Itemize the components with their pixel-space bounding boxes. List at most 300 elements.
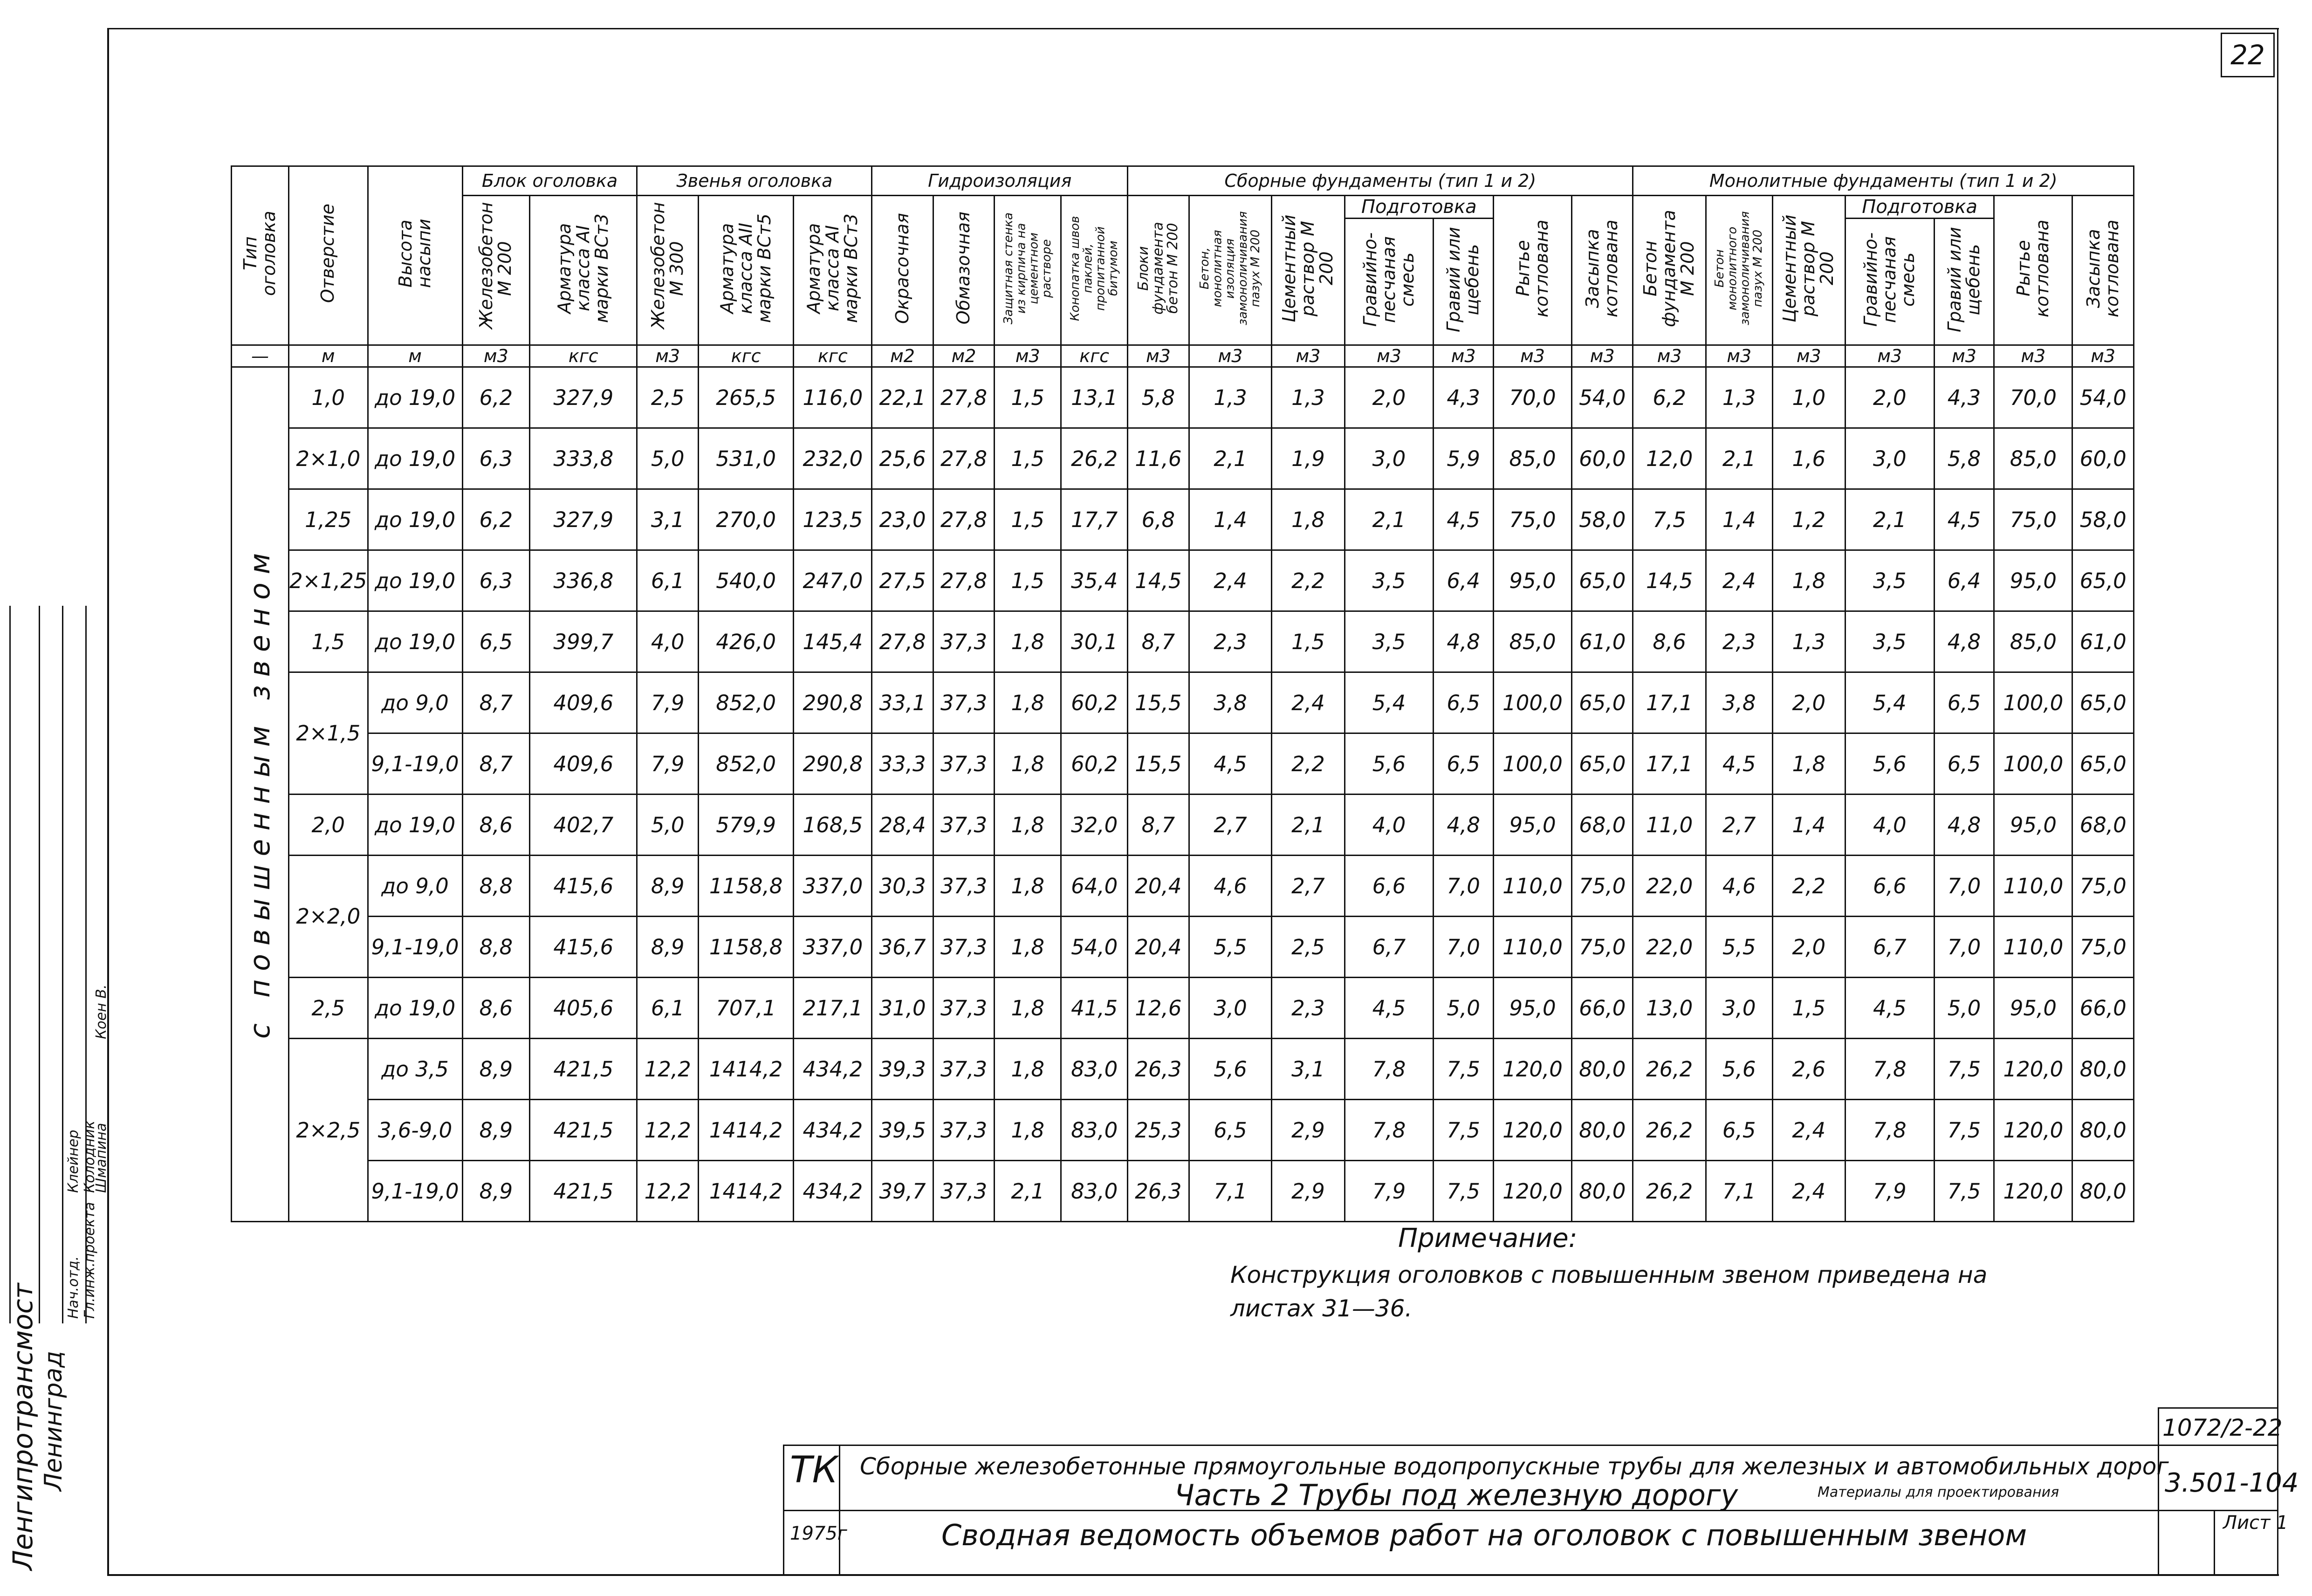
- value-cell: 120,0: [1994, 1039, 2072, 1100]
- table-body: [232, 367, 2134, 1222]
- value-cell: 7,5: [1934, 1161, 1994, 1222]
- value-cell: 3,0: [1845, 428, 1934, 489]
- value-cell: 4,8: [1934, 795, 1994, 856]
- header-c21: Гравий или щебень: [1934, 219, 1994, 345]
- value-cell: 4,6: [1706, 856, 1772, 917]
- value-cell: 22,0: [1633, 856, 1706, 917]
- value-cell: 31,0: [872, 978, 933, 1039]
- value-cell: 7,0: [1434, 917, 1494, 978]
- value-cell: 28,4: [872, 795, 933, 856]
- height-cell: до 9,0: [368, 672, 462, 733]
- type-cell: с повышенным звеном: [232, 367, 289, 1222]
- value-cell: 26,3: [1128, 1161, 1189, 1222]
- value-cell: 27,8: [933, 489, 994, 550]
- value-cell: 540,0: [698, 550, 793, 611]
- value-cell: 1,4: [1772, 795, 1845, 856]
- value-cell: 95,0: [1994, 978, 2072, 1039]
- note-title: Примечание:: [1398, 1223, 1578, 1254]
- value-cell: 85,0: [1494, 611, 1572, 672]
- value-cell: 327,9: [530, 489, 637, 550]
- value-cell: 6,3: [462, 550, 530, 611]
- value-cell: 80,0: [2072, 1100, 2134, 1161]
- value-cell: 1,8: [995, 917, 1061, 978]
- value-cell: 36,7: [872, 917, 933, 978]
- value-cell: 5,0: [1934, 978, 1994, 1039]
- stamp-name-1: Клейнер: [65, 1130, 82, 1193]
- value-cell: 7,9: [1845, 1161, 1934, 1222]
- value-cell: 4,0: [1845, 795, 1934, 856]
- value-cell: 145,4: [794, 611, 872, 672]
- value-cell: 399,7: [530, 611, 637, 672]
- value-cell: 5,6: [1189, 1039, 1272, 1100]
- value-cell: 4,8: [1434, 611, 1494, 672]
- header-c14: Гравий или щебень: [1434, 219, 1494, 345]
- height-cell: до 19,0: [368, 795, 462, 856]
- value-cell: 12,2: [637, 1161, 698, 1222]
- opening-cell: 2,0: [289, 795, 368, 856]
- value-cell: 6,8: [1128, 489, 1189, 550]
- value-cell: 421,5: [530, 1161, 637, 1222]
- value-cell: 80,0: [2072, 1039, 2134, 1100]
- year: 1975г: [790, 1523, 847, 1544]
- value-cell: 2,0: [1845, 367, 1934, 428]
- value-cell: 60,0: [1571, 428, 1633, 489]
- stamp-name-3: Шмапина: [93, 1123, 110, 1193]
- value-cell: 1,8: [995, 856, 1061, 917]
- value-cell: 83,0: [1061, 1039, 1128, 1100]
- value-cell: 1,5: [1772, 978, 1845, 1039]
- value-cell: 83,0: [1061, 1100, 1128, 1161]
- value-cell: 27,8: [933, 367, 994, 428]
- value-cell: 1,8: [995, 1100, 1061, 1161]
- value-cell: 6,5: [1706, 1100, 1772, 1161]
- drawing-title: Сводная ведомость объемов работ на оголовок с повышенным звеном: [941, 1518, 2027, 1552]
- value-cell: 1158,8: [698, 917, 793, 978]
- group-links: Звенья оголовка: [637, 166, 872, 196]
- value-cell: 12,2: [637, 1100, 698, 1161]
- value-cell: 4,3: [1934, 367, 1994, 428]
- value-cell: 3,1: [637, 489, 698, 550]
- value-cell: 337,0: [794, 856, 872, 917]
- value-cell: 3,8: [1706, 672, 1772, 733]
- value-cell: 27,8: [872, 611, 933, 672]
- value-cell: 61,0: [2072, 611, 2134, 672]
- value-cell: 579,9: [698, 795, 793, 856]
- value-cell: 7,5: [1934, 1039, 1994, 1100]
- value-cell: 6,7: [1845, 917, 1934, 978]
- value-cell: 5,0: [637, 428, 698, 489]
- value-cell: 434,2: [794, 1100, 872, 1161]
- value-cell: 85,0: [1494, 428, 1572, 489]
- value-cell: 6,5: [1934, 672, 1994, 733]
- value-cell: 3,5: [1845, 611, 1934, 672]
- value-cell: 1158,8: [698, 856, 793, 917]
- value-cell: 4,5: [1434, 489, 1494, 550]
- value-cell: 4,0: [637, 611, 698, 672]
- value-cell: 707,1: [698, 978, 793, 1039]
- value-cell: 120,0: [1994, 1100, 2072, 1161]
- value-cell: 12,6: [1128, 978, 1189, 1039]
- value-cell: 95,0: [1494, 978, 1572, 1039]
- value-cell: 2,0: [1772, 917, 1845, 978]
- height-cell: до 19,0: [368, 550, 462, 611]
- value-cell: 434,2: [794, 1039, 872, 1100]
- value-cell: 30,1: [1061, 611, 1128, 672]
- value-cell: 54,0: [1061, 917, 1128, 978]
- value-cell: 1,8: [995, 1039, 1061, 1100]
- header-height: Высота насыпи: [368, 166, 462, 345]
- value-cell: 60,0: [2072, 428, 2134, 489]
- height-cell: до 3,5: [368, 1039, 462, 1100]
- value-cell: 15,5: [1128, 672, 1189, 733]
- value-cell: 4,5: [1189, 733, 1272, 795]
- stamp-city: Ленинград: [40, 1350, 68, 1491]
- value-cell: 68,0: [2072, 795, 2134, 856]
- value-cell: 12,2: [637, 1039, 698, 1100]
- value-cell: 2,4: [1772, 1161, 1845, 1222]
- opening-cell: 2×2,0: [289, 856, 368, 978]
- value-cell: 7,1: [1706, 1161, 1772, 1222]
- sheet-number: 22: [2221, 33, 2275, 77]
- value-cell: 6,6: [1845, 856, 1934, 917]
- value-cell: 7,8: [1845, 1039, 1934, 1100]
- value-cell: 100,0: [1994, 672, 2072, 733]
- header-c7: Обмазочная: [933, 196, 994, 345]
- header-c1: Железобетон М 200: [462, 196, 530, 345]
- value-cell: 327,9: [530, 367, 637, 428]
- table-row: [232, 672, 2134, 733]
- value-cell: 7,5: [1434, 1100, 1494, 1161]
- value-cell: 26,2: [1633, 1100, 1706, 1161]
- value-cell: 8,9: [462, 1161, 530, 1222]
- value-cell: 66,0: [2072, 978, 2134, 1039]
- value-cell: 13,0: [1633, 978, 1706, 1039]
- value-cell: 1,3: [1189, 367, 1272, 428]
- value-cell: 37,3: [933, 1039, 994, 1100]
- value-cell: 37,3: [933, 672, 994, 733]
- value-cell: 3,0: [1189, 978, 1272, 1039]
- value-cell: 1,5: [1272, 611, 1345, 672]
- value-cell: 65,0: [1571, 550, 1633, 611]
- value-cell: 65,0: [2072, 550, 2134, 611]
- value-cell: 1,4: [1189, 489, 1272, 550]
- value-cell: 409,6: [530, 733, 637, 795]
- value-cell: 8,9: [637, 917, 698, 978]
- value-cell: 6,5: [1434, 672, 1494, 733]
- value-cell: 110,0: [1494, 917, 1572, 978]
- value-cell: 75,0: [2072, 917, 2134, 978]
- height-cell: 9,1-19,0: [368, 733, 462, 795]
- value-cell: 402,7: [530, 795, 637, 856]
- value-cell: 39,7: [872, 1161, 933, 1222]
- table-row: [232, 367, 2134, 428]
- stamp-name-4: Коен В.: [93, 984, 110, 1039]
- value-cell: 5,8: [1934, 428, 1994, 489]
- group-prefab-foundations: Сборные фундаменты (тип 1 и 2): [1128, 166, 1633, 196]
- table-row: [232, 428, 2134, 489]
- value-cell: 3,1: [1272, 1039, 1345, 1100]
- value-cell: 337,0: [794, 917, 872, 978]
- frame-right: [2277, 28, 2278, 1575]
- value-cell: 17,1: [1633, 733, 1706, 795]
- opening-cell: 2×2,5: [289, 1039, 368, 1222]
- value-cell: 8,8: [462, 856, 530, 917]
- value-cell: 8,6: [1633, 611, 1706, 672]
- height-cell: до 19,0: [368, 489, 462, 550]
- value-cell: 27,8: [933, 550, 994, 611]
- stamp-organization: Ленгипротрансмост: [7, 1283, 39, 1570]
- value-cell: 2,4: [1772, 1100, 1845, 1161]
- value-cell: 1,9: [1272, 428, 1345, 489]
- value-cell: 70,0: [1994, 367, 2072, 428]
- value-cell: 2,1: [1706, 428, 1772, 489]
- value-cell: 80,0: [2072, 1161, 2134, 1222]
- tk-label: ТК: [790, 1449, 838, 1491]
- value-cell: 1,2: [1772, 489, 1845, 550]
- value-cell: 3,0: [1345, 428, 1434, 489]
- frame-bottom: [107, 1574, 2279, 1576]
- value-cell: 4,5: [1706, 733, 1772, 795]
- value-cell: 54,0: [2072, 367, 2134, 428]
- value-cell: 265,5: [698, 367, 793, 428]
- group-monolithic-foundations: Монолитные фундаменты (тип 1 и 2): [1633, 166, 2134, 196]
- value-cell: 7,9: [637, 672, 698, 733]
- table-row: [232, 733, 2134, 795]
- value-cell: 2,4: [1706, 550, 1772, 611]
- header-c6: Окрасочная: [872, 196, 933, 345]
- value-cell: 75,0: [1571, 917, 1633, 978]
- subgroup-prep-2: Подготовка: [1845, 196, 1994, 219]
- value-cell: 6,7: [1345, 917, 1434, 978]
- height-cell: до 19,0: [368, 611, 462, 672]
- value-cell: 2,0: [1345, 367, 1434, 428]
- value-cell: 14,5: [1128, 550, 1189, 611]
- value-cell: 7,5: [1934, 1100, 1994, 1161]
- value-cell: 1,8: [995, 978, 1061, 1039]
- value-cell: 95,0: [1994, 550, 2072, 611]
- value-cell: 168,5: [794, 795, 872, 856]
- subgroup-prep-1: Подготовка: [1345, 196, 1493, 219]
- value-cell: 6,4: [1934, 550, 1994, 611]
- value-cell: 8,7: [1128, 795, 1189, 856]
- value-cell: 26,2: [1633, 1039, 1706, 1100]
- height-cell: до 19,0: [368, 428, 462, 489]
- value-cell: 8,8: [462, 917, 530, 978]
- value-cell: 65,0: [1571, 733, 1633, 795]
- value-cell: 95,0: [1494, 550, 1572, 611]
- value-cell: 23,0: [872, 489, 933, 550]
- value-cell: 6,1: [637, 978, 698, 1039]
- value-cell: 65,0: [1571, 672, 1633, 733]
- value-cell: 22,0: [1633, 917, 1706, 978]
- value-cell: 1,6: [1772, 428, 1845, 489]
- group-waterproofing: Гидроизоляция: [872, 166, 1128, 196]
- height-cell: 9,1-19,0: [368, 917, 462, 978]
- value-cell: 7,8: [1345, 1100, 1434, 1161]
- value-cell: 1,0: [1772, 367, 1845, 428]
- value-cell: 5,4: [1845, 672, 1934, 733]
- value-cell: 4,5: [1845, 978, 1934, 1039]
- opening-cell: 1,0: [289, 367, 368, 428]
- value-cell: 232,0: [794, 428, 872, 489]
- value-cell: 2,9: [1272, 1100, 1345, 1161]
- value-cell: 8,9: [462, 1039, 530, 1100]
- table-row: [232, 917, 2134, 978]
- value-cell: 26,2: [1633, 1161, 1706, 1222]
- value-cell: 1,3: [1772, 611, 1845, 672]
- value-cell: 7,0: [1934, 917, 1994, 978]
- value-cell: 6,6: [1345, 856, 1434, 917]
- value-cell: 61,0: [1571, 611, 1633, 672]
- height-cell: 3,6-9,0: [368, 1100, 462, 1161]
- header-c10: Блоки фундамента бетон М 200: [1128, 196, 1189, 345]
- value-cell: 1414,2: [698, 1100, 793, 1161]
- value-cell: 2,4: [1189, 550, 1272, 611]
- value-cell: 247,0: [794, 550, 872, 611]
- value-cell: 270,0: [698, 489, 793, 550]
- value-cell: 852,0: [698, 733, 793, 795]
- value-cell: 5,5: [1189, 917, 1272, 978]
- value-cell: 83,0: [1061, 1161, 1128, 1222]
- value-cell: 426,0: [698, 611, 793, 672]
- title-line-2: Часть 2 Трубы под железную дорогу: [1174, 1478, 1738, 1512]
- value-cell: 1,8: [1272, 489, 1345, 550]
- value-cell: 66,0: [1571, 978, 1633, 1039]
- value-cell: 1414,2: [698, 1161, 793, 1222]
- opening-cell: 1,5: [289, 611, 368, 672]
- value-cell: 2,2: [1272, 733, 1345, 795]
- header-c18: Бетон монолитного замоноличивания пазух М 200: [1706, 196, 1772, 345]
- opening-cell: 2,5: [289, 978, 368, 1039]
- value-cell: 27,8: [933, 428, 994, 489]
- value-cell: 39,3: [872, 1039, 933, 1100]
- value-cell: 2,0: [1772, 672, 1845, 733]
- value-cell: 95,0: [1994, 795, 2072, 856]
- header-c15: Рытье котлована: [1494, 196, 1572, 345]
- value-cell: 8,7: [1128, 611, 1189, 672]
- header-c22: Рытье котлована: [1994, 196, 2072, 345]
- value-cell: 6,3: [462, 428, 530, 489]
- value-cell: 8,7: [462, 672, 530, 733]
- value-cell: 2,2: [1272, 550, 1345, 611]
- value-cell: 27,5: [872, 550, 933, 611]
- value-cell: 3,5: [1845, 550, 1934, 611]
- value-cell: 37,3: [933, 795, 994, 856]
- value-cell: 120,0: [1494, 1100, 1572, 1161]
- value-cell: 100,0: [1994, 733, 2072, 795]
- value-cell: 58,0: [2072, 489, 2134, 550]
- series-code: 3.501-104: [2165, 1468, 2299, 1498]
- title-line-1: Сборные железобетонные прямоугольные водопропускные трубы для железных и автомобильных дорог: [860, 1453, 2169, 1480]
- title-line-2-small: Материалы для проектирования: [1818, 1484, 2059, 1500]
- value-cell: 37,3: [933, 917, 994, 978]
- value-cell: 8,9: [637, 856, 698, 917]
- height-cell: до 19,0: [368, 978, 462, 1039]
- group-block: Блок оголовка: [462, 166, 637, 196]
- value-cell: 14,5: [1633, 550, 1706, 611]
- value-cell: 85,0: [1994, 611, 2072, 672]
- value-cell: 2,1: [1345, 489, 1434, 550]
- opening-cell: 2×1,25: [289, 550, 368, 611]
- value-cell: 75,0: [1571, 856, 1633, 917]
- value-cell: 3,0: [1706, 978, 1772, 1039]
- value-cell: 7,9: [1345, 1161, 1434, 1222]
- table-row: [232, 856, 2134, 917]
- opening-cell: 1,25: [289, 489, 368, 550]
- value-cell: 5,5: [1706, 917, 1772, 978]
- value-cell: 5,6: [1345, 733, 1434, 795]
- header-c13: Гравийно-песчаная смесь: [1345, 219, 1434, 345]
- value-cell: 26,3: [1128, 1039, 1189, 1100]
- value-cell: 37,3: [933, 1161, 994, 1222]
- height-cell: до 9,0: [368, 856, 462, 917]
- table-row: [232, 611, 2134, 672]
- value-cell: 116,0: [794, 367, 872, 428]
- value-cell: 4,3: [1434, 367, 1494, 428]
- value-cell: 2,5: [637, 367, 698, 428]
- value-cell: 8,6: [462, 978, 530, 1039]
- value-cell: 1,8: [1772, 550, 1845, 611]
- value-cell: 22,1: [872, 367, 933, 428]
- opening-cell: 2×1,5: [289, 672, 368, 795]
- value-cell: 8,7: [462, 733, 530, 795]
- value-cell: 75,0: [1494, 489, 1572, 550]
- value-cell: 4,8: [1934, 611, 1994, 672]
- header-c4: Арматура класса AII марки ВСт5: [698, 196, 793, 345]
- works-summary-table: [231, 165, 2134, 1222]
- header-c3: Железобетон М 300: [637, 196, 698, 345]
- value-cell: 32,0: [1061, 795, 1128, 856]
- value-cell: 2,1: [1189, 428, 1272, 489]
- value-cell: 39,5: [872, 1100, 933, 1161]
- value-cell: 2,2: [1772, 856, 1845, 917]
- value-cell: 60,2: [1061, 672, 1128, 733]
- value-cell: 17,7: [1061, 489, 1128, 550]
- value-cell: 415,6: [530, 917, 637, 978]
- value-cell: 1,8: [995, 611, 1061, 672]
- value-cell: 4,5: [1345, 978, 1434, 1039]
- value-cell: 1414,2: [698, 1039, 793, 1100]
- value-cell: 100,0: [1494, 672, 1572, 733]
- value-cell: 7,5: [1434, 1161, 1494, 1222]
- height-cell: 9,1-19,0: [368, 1161, 462, 1222]
- value-cell: 80,0: [1571, 1039, 1633, 1100]
- value-cell: 405,6: [530, 978, 637, 1039]
- value-cell: 1,5: [995, 367, 1061, 428]
- value-cell: 110,0: [1994, 917, 2072, 978]
- header-c2: Арматура класса AI марки ВСт3: [530, 196, 637, 345]
- value-cell: 1,3: [1272, 367, 1345, 428]
- value-cell: 2,4: [1272, 672, 1345, 733]
- value-cell: 37,3: [933, 1100, 994, 1161]
- album-code: 1072/2-22: [2162, 1414, 2283, 1441]
- value-cell: 6,5: [1434, 733, 1494, 795]
- table-row: [232, 795, 2134, 856]
- value-cell: 415,6: [530, 856, 637, 917]
- value-cell: 336,8: [530, 550, 637, 611]
- stamp-role-1: Нач.отд.: [65, 1256, 82, 1319]
- value-cell: 2,9: [1272, 1161, 1345, 1222]
- value-cell: 85,0: [1994, 428, 2072, 489]
- value-cell: 30,3: [872, 856, 933, 917]
- header-c9: Конопатка швов паклей, пропитанной битумом: [1061, 196, 1128, 345]
- value-cell: 95,0: [1494, 795, 1572, 856]
- value-cell: 68,0: [1571, 795, 1633, 856]
- value-cell: 290,8: [794, 733, 872, 795]
- value-cell: 5,6: [1706, 1039, 1772, 1100]
- value-cell: 2,7: [1706, 795, 1772, 856]
- value-cell: 4,0: [1345, 795, 1434, 856]
